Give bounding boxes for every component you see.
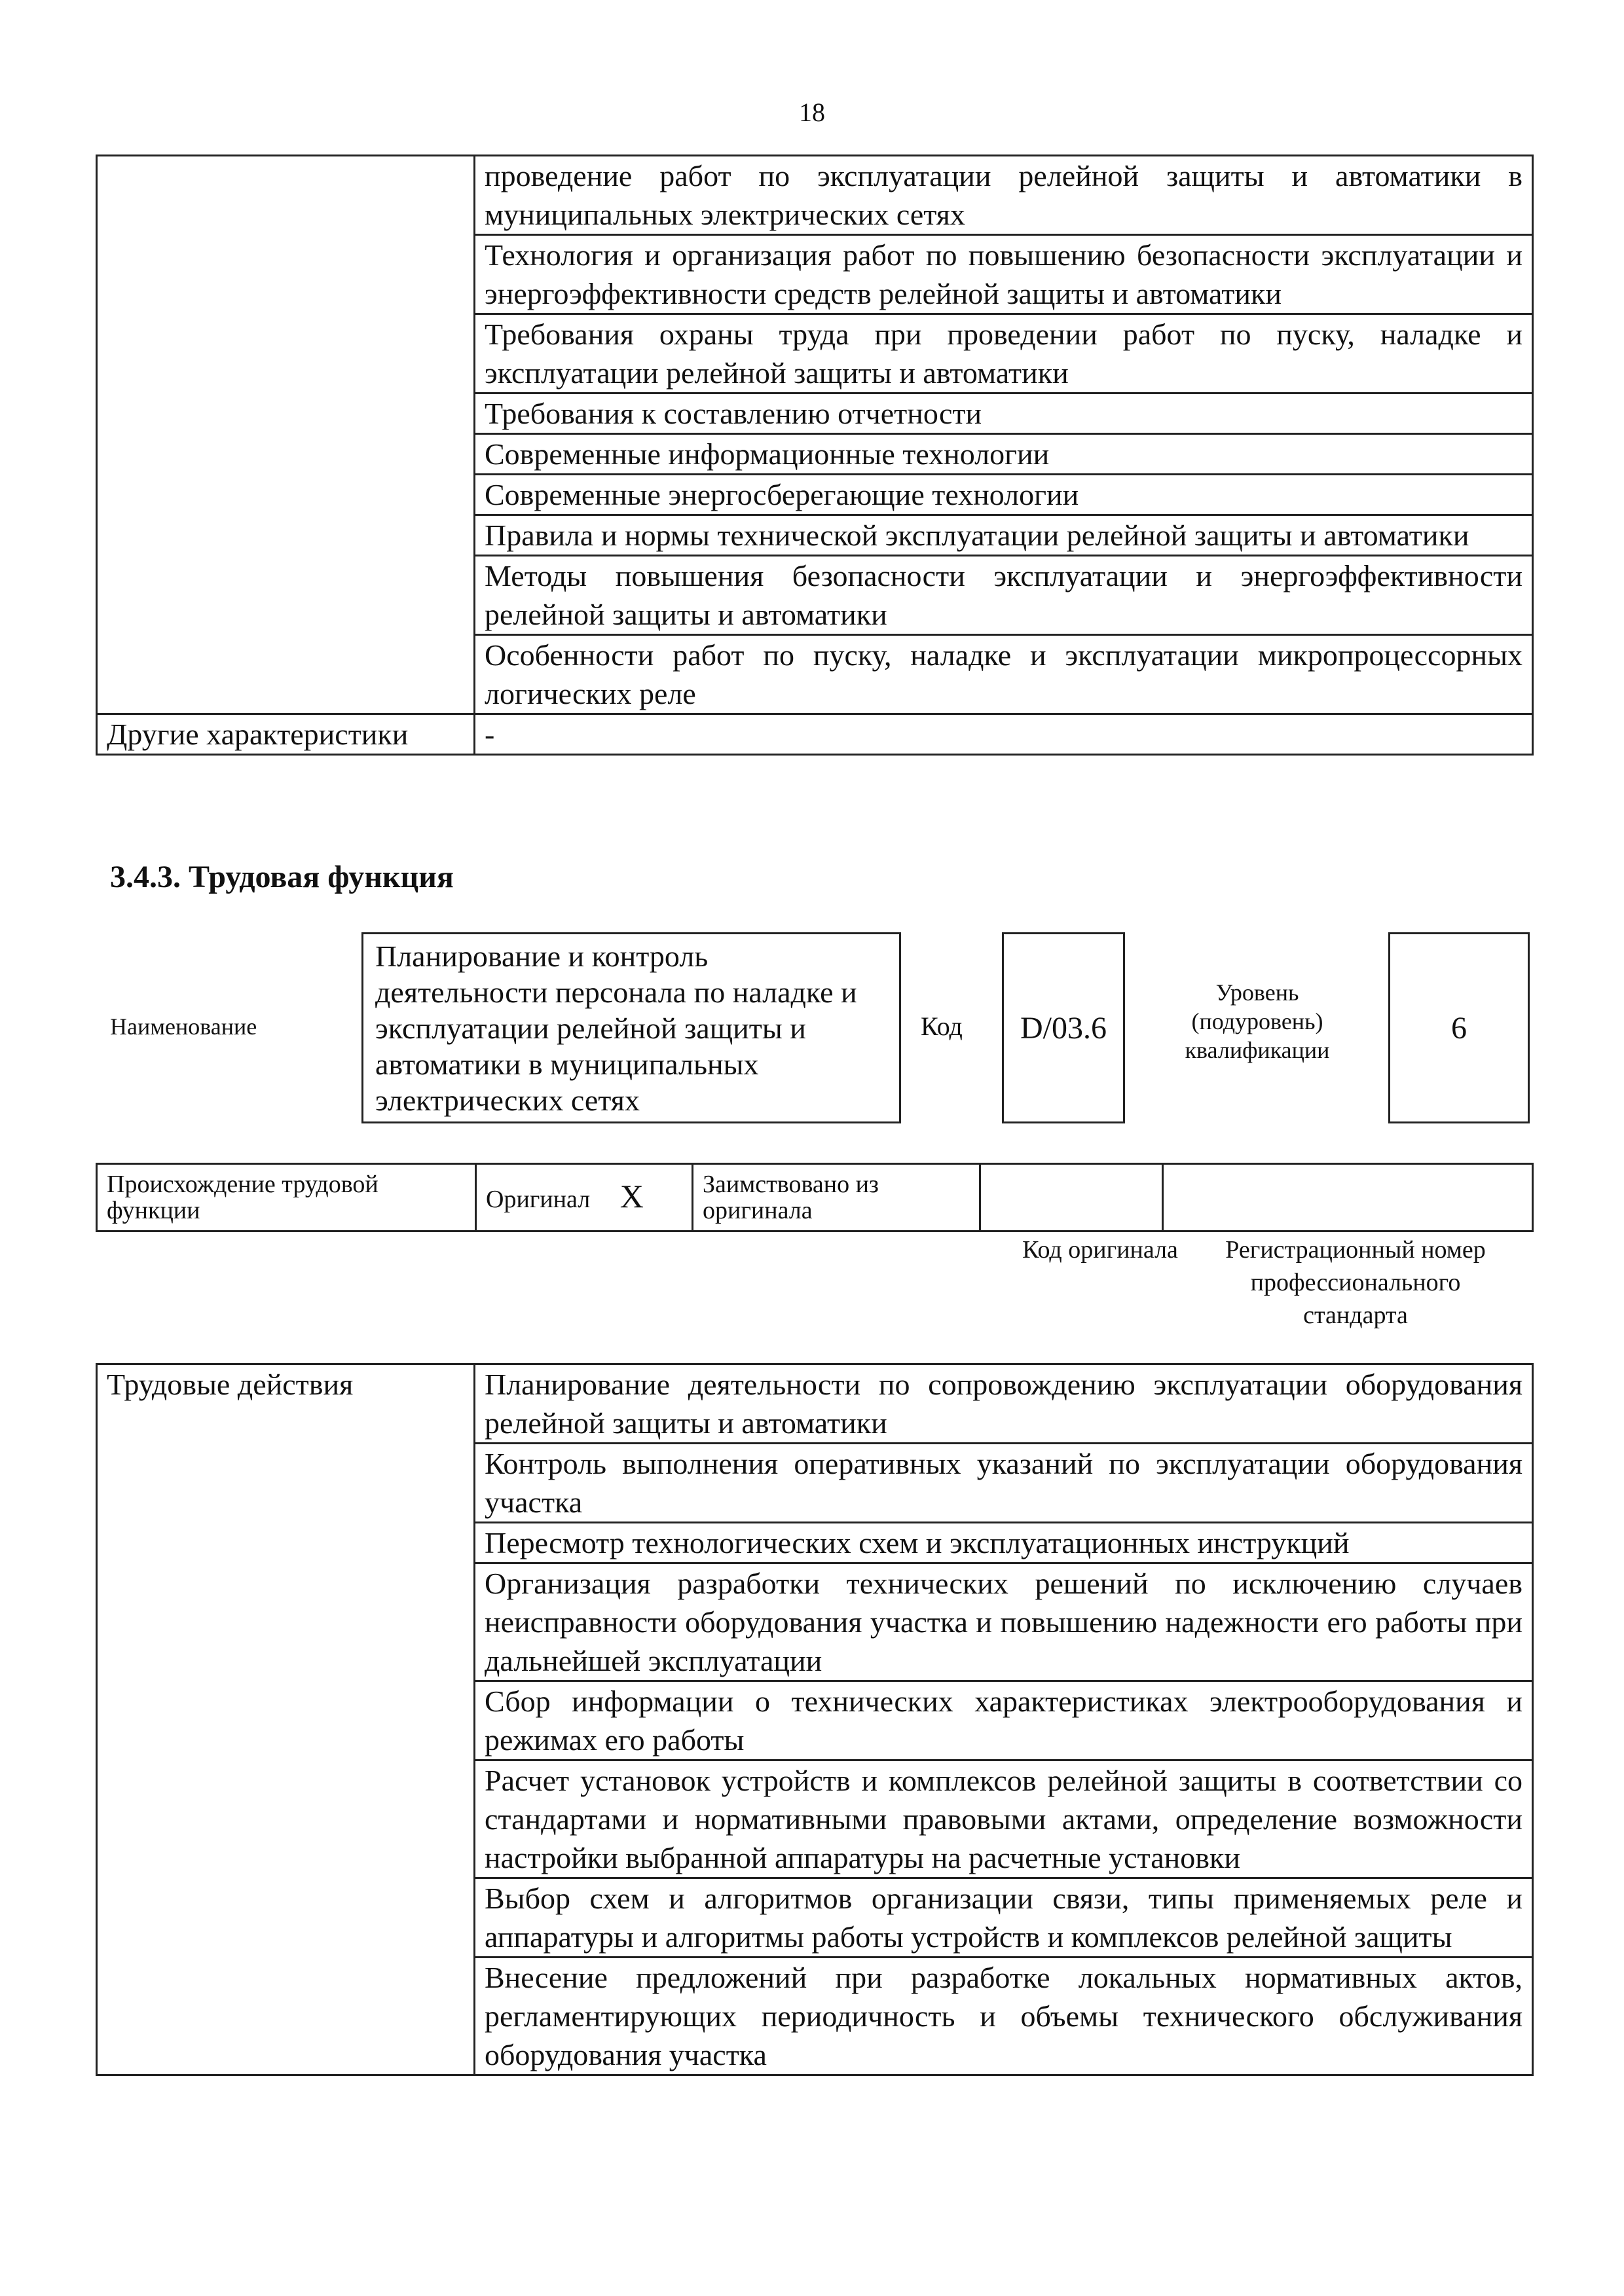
knowledge-item: Методы повышения безопасности эксплуатации и энергоэффективности релейной защиты и автоматики xyxy=(475,556,1533,635)
labor-action-item: Внесение предложений при разработке локальных нормативных актов, регламентирующих периодичность и объемы технического обслуживания оборудования участка xyxy=(475,1958,1533,2075)
registration-number-caption: Регистрационный номер профессионального стандарта xyxy=(1225,1236,1486,1329)
origin-table xyxy=(96,1163,1534,1232)
other-characteristics-label: Другие характеристики xyxy=(97,714,475,755)
level-label: Уровень (подуровень) квалификации xyxy=(1185,979,1330,1063)
page-number: 18 xyxy=(799,98,825,127)
borrowed-label: Заимствовано из оригинала xyxy=(693,1164,980,1231)
knowledge-label xyxy=(97,156,475,714)
original-cell xyxy=(476,1164,693,1231)
knowledge-item: Правила и нормы технической эксплуатации релейной защиты и автоматики xyxy=(475,515,1533,556)
original-code-cell xyxy=(980,1164,1163,1231)
knowledge-item: Требования к составлению отчетности xyxy=(475,393,1533,434)
knowledge-item: Технология и организация работ по повышению безопасности эксплуатации и энергоэффективности средств релейной защиты и автоматики xyxy=(475,235,1533,314)
level-value: 6 xyxy=(1388,932,1530,1123)
section-title: 3.4.3. Трудовая функция xyxy=(110,860,454,894)
origin-label: Происхождение трудовой функции xyxy=(97,1164,476,1231)
original-code-caption: Код оригинала xyxy=(1022,1236,1178,1264)
function-name-box: Планирование и контроль деятельности персонала по наладке и эксплуатации релейной защиты и автоматики в муниципальных электрических сетях xyxy=(361,932,901,1123)
labor-action-item: Организация разработки технических решений по исключению случаев неисправности оборудования участка и повышению надежности его работы при дальнейшей эксплуатации xyxy=(475,1563,1533,1681)
code-value: D/03.6 xyxy=(1002,932,1125,1123)
knowledge-item: проведение работ по эксплуатации релейной защиты и автоматики в муниципальных электрических сетях xyxy=(475,156,1533,235)
knowledge-table xyxy=(96,155,1534,756)
labor-action-item: Пересмотр технологических схем и эксплуатационных инструкций xyxy=(475,1523,1533,1563)
original-label: Оригинал xyxy=(486,1185,591,1213)
labor-action-item: Сбор информации о технических характеристиках электрооборудования и режимах его работы xyxy=(475,1681,1533,1760)
labor-actions-table xyxy=(96,1363,1534,2076)
other-characteristics-value: - xyxy=(475,714,1533,755)
labor-action-item: Контроль выполнения оперативных указаний по эксплуатации оборудования участка xyxy=(475,1444,1533,1523)
labor-action-item: Планирование деятельности по сопровождению эксплуатации оборудования релейной защиты и автоматики xyxy=(475,1364,1533,1444)
registration-number-cell xyxy=(1163,1164,1533,1231)
labor-action-item: Расчет установок устройств и комплексов релейной защиты в соответствии со стандартами и нормативными правовыми актами, определение возможности настройки выбранной аппаратуры на расчетные установки xyxy=(475,1760,1533,1878)
code-label: Код xyxy=(921,1011,963,1041)
knowledge-item: Современные энергосберегающие технологии xyxy=(475,475,1533,515)
labor-action-item: Выбор схем и алгоритмов организации связи, типы применяемых реле и аппаратуры и алгоритмы работы устройств и комплексов релейной защиты xyxy=(475,1878,1533,1958)
original-mark: X xyxy=(619,1177,644,1214)
name-label: Наименование xyxy=(110,1013,257,1040)
knowledge-item: Современные информационные технологии xyxy=(475,434,1533,475)
labor-actions-label: Трудовые действия xyxy=(97,1364,475,2075)
knowledge-item: Требования охраны труда при проведении работ по пуску, наладке и эксплуатации релейной защиты и автоматики xyxy=(475,314,1533,393)
knowledge-item: Особенности работ по пуску, наладке и эксплуатации микропроцессорных логических реле xyxy=(475,635,1533,714)
